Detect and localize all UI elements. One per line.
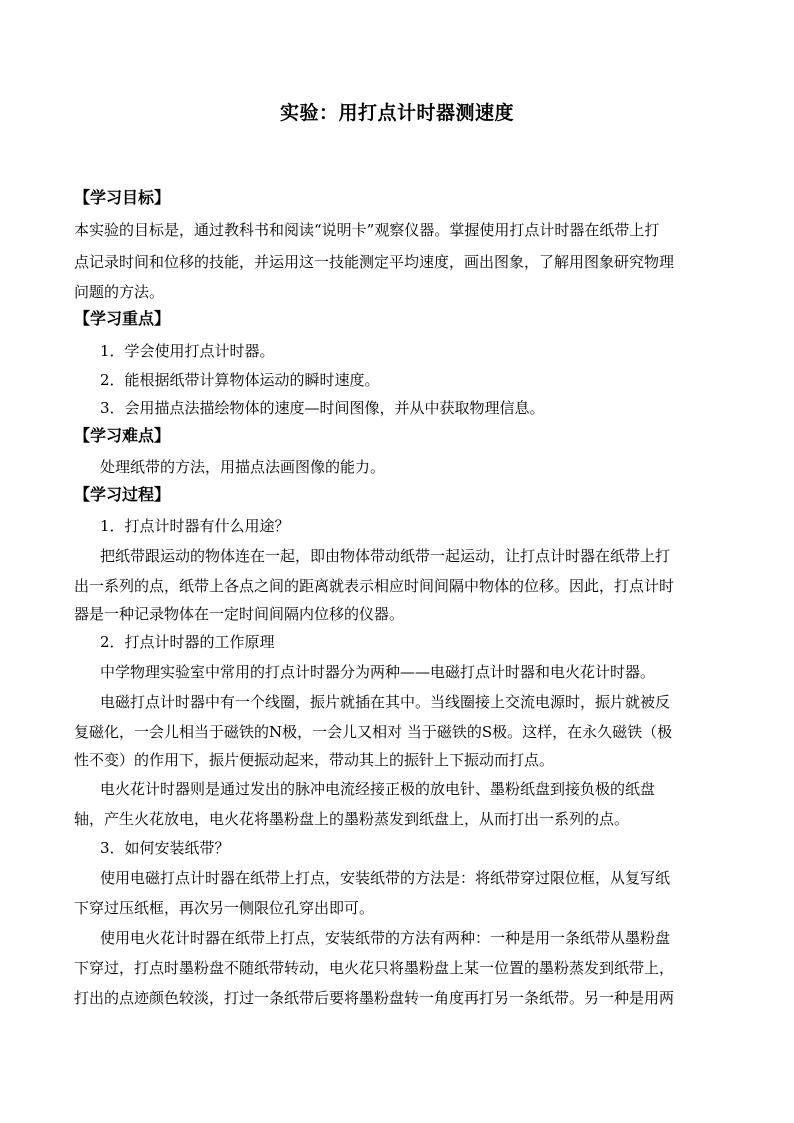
paragraph-6-line-1: 使用电火花计时器在纸带上打点，安装纸带的方法有两种：一种是用一条纸带从墨粉盘 xyxy=(100,929,671,947)
paragraph-4-line-1: 电火花计时器则是通过发出的脉冲电流经接正极的放电针、墨粉纸盘到接负极的纸盘 xyxy=(100,780,656,798)
page-title: 实验：用打点计时器测速度 xyxy=(279,102,514,124)
difficulties-heading: 【学习难点】 xyxy=(74,426,171,445)
question-3: 3．如何安装纸带？ xyxy=(100,839,230,857)
paragraph-2: 中学物理实验室中常用的打点计时器分为两种——电磁打点计时器和电火花计时器。 xyxy=(100,663,656,681)
objectives-line-2: 点记录时间和位移的技能，并运用这一技能测定平均速度，画出图象，了解用图象研究物理 xyxy=(74,253,675,271)
paragraph-1-line-1: 把纸带跟运动的物体连在一起，即由物体带动纸带一起运动，让打点计时器在纸带上打 xyxy=(100,547,671,565)
objectives-line-1: 本实验的目标是，通过教科书和阅读“说明卡”观察仪器。掌握使用打点计时器在纸带上打 xyxy=(74,221,660,239)
question-2: 2．打点计时器的工作原理 xyxy=(100,633,275,651)
key-point-1: 1．学会使用打点计时器。 xyxy=(100,342,275,360)
process-heading: 【学习过程】 xyxy=(74,485,171,504)
paragraph-3-line-2: 复磁化，一会儿相当于磁铁的N极，一会儿又相对 当于磁铁的S极。这样，在永久磁铁（极 xyxy=(74,723,673,741)
paragraph-1-line-2: 出一系列的点，纸带上各点之间的距离就表示相应时间间隔中物体的位移。因此，打点计时 xyxy=(74,577,675,595)
difficulties-text: 处理纸带的方法，用描点法画图像的能力。 xyxy=(100,458,386,476)
objectives-line-3: 问题的方法。 xyxy=(74,283,165,301)
paragraph-6-line-3: 打出的点迹颜色较淡，打过一条纸带后要将墨粉盘转一角度再打另一条纸带。另一种是用两 xyxy=(74,989,675,1007)
paragraph-3-line-1: 电磁打点计时器中有一个线圈，振片就插在其中。当线圈接上交流电源时，振片就被反 xyxy=(100,693,671,711)
key-points-heading: 【学习重点】 xyxy=(74,309,171,328)
paragraph-1-line-3: 器是一种记录物体在一定时间间隔内位移的仪器。 xyxy=(74,605,405,623)
paragraph-5-line-1: 使用电磁打点计时器在纸带上打点，安装纸带的方法是：将纸带穿过限位框，从复写纸 xyxy=(100,869,671,887)
paragraph-6-line-2: 下穿过，打点时墨粉盘不随纸带转动，电火花只将墨粉盘上某一位置的墨粉蒸发到纸带上， xyxy=(74,959,675,977)
key-point-2: 2．能根据纸带计算物体运动的瞬时速度。 xyxy=(100,371,380,389)
question-1: 1．打点计时器有什么用途？ xyxy=(100,517,290,535)
paragraph-3-line-3: 性不变）的作用下，振片便振动起来，带动其上的振针上下振动而打点。 xyxy=(74,751,555,769)
objectives-heading: 【学习目标】 xyxy=(74,188,171,207)
paragraph-5-line-2: 下穿过压纸框，再次另一侧限位孔穿出即可。 xyxy=(74,899,375,917)
paragraph-4-line-2: 轴，产生火花放电，电火花将墨粉盘上的墨粉蒸发到纸盘上，从而打出一系列的点。 xyxy=(74,810,630,828)
key-point-3: 3．会用描点法描绘物体的速度—时间图像，并从中获取物理信息。 xyxy=(100,399,545,417)
